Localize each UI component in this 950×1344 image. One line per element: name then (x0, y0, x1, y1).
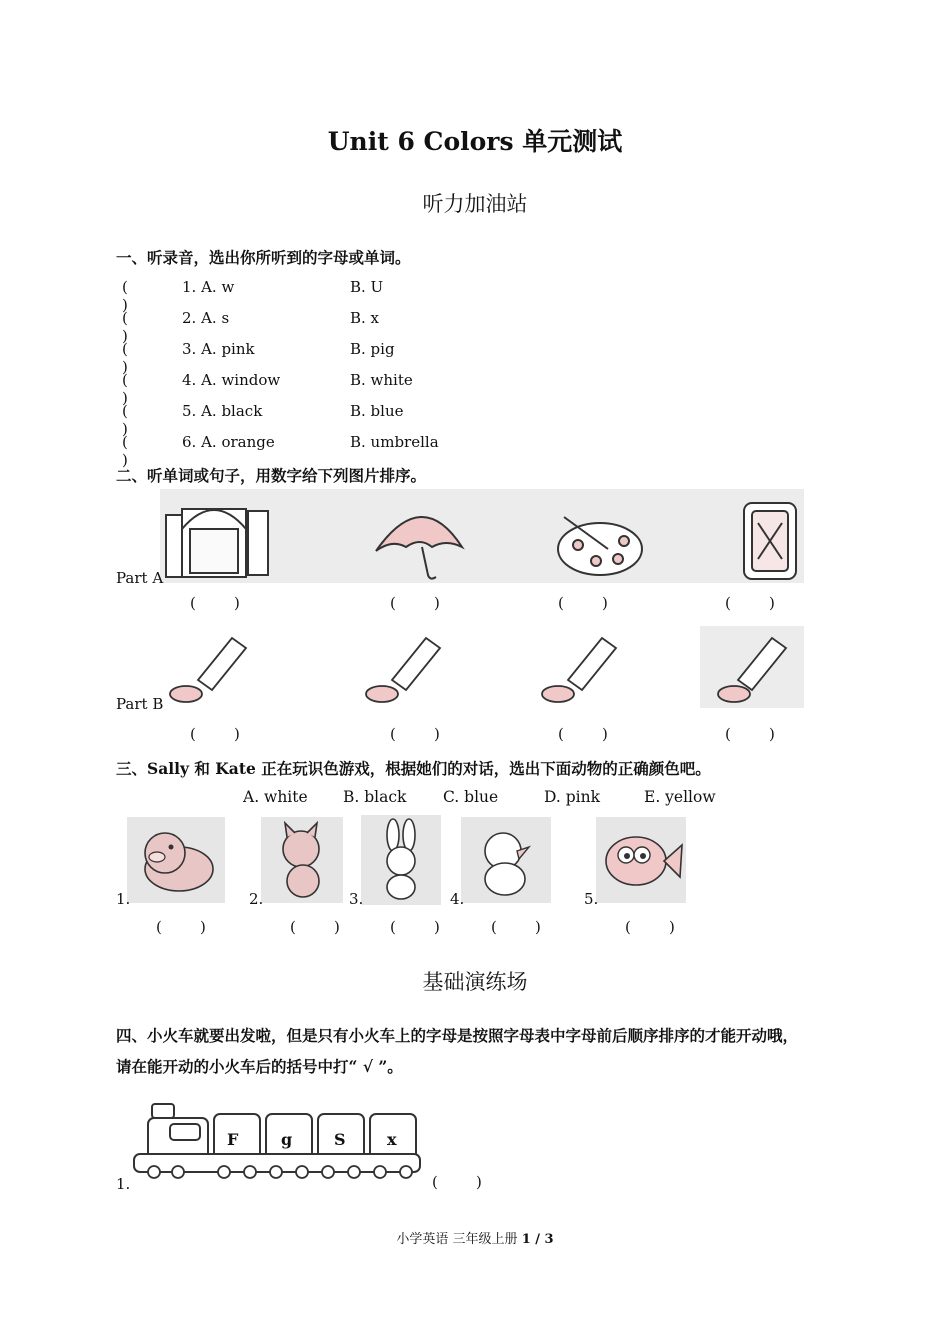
section-title-basics: 基础演练场 (422, 970, 528, 994)
choice-d: D. pink (544, 788, 600, 806)
answer-blank[interactable]: ( ) (122, 340, 128, 376)
answer-blank[interactable]: ( ) (390, 594, 440, 612)
option-a: 2. A. s (182, 309, 230, 327)
option-b: B. white (350, 371, 413, 389)
answer-blank[interactable]: ( ) (390, 918, 440, 936)
option-b: B. blue (350, 402, 404, 420)
train-letter: g (281, 1130, 293, 1149)
door-icon (744, 503, 796, 579)
part-a-label: Part A (116, 569, 164, 587)
paint-tube-icon (170, 638, 246, 702)
chick-picture (461, 817, 551, 903)
page-number: 1 / 3 (521, 1232, 554, 1247)
answer-blank[interactable]: ( ) (725, 725, 775, 743)
option-a: 5. A. black (182, 402, 263, 420)
fish-picture (596, 817, 686, 903)
page-title: Unit 6 Colors 单元测试 (327, 127, 623, 156)
option-a: 6. A. orange (182, 433, 275, 451)
pig-icon (127, 817, 225, 903)
option-b: B. umbrella (350, 433, 439, 451)
animal-number: 1. (116, 890, 131, 908)
choice-b: B. black (343, 788, 407, 806)
part-a-picture-strip (160, 489, 804, 583)
rabbit-icon (361, 815, 441, 905)
choice-a: A. white (243, 788, 308, 806)
answer-blank[interactable]: ( ) (290, 918, 340, 936)
rabbit-picture (361, 815, 441, 905)
train-letter: S (334, 1130, 346, 1149)
question-2-prompt: 二、听单词或句子，用数字给下列图片排序。 (116, 466, 427, 485)
answer-blank[interactable]: ( ) (122, 278, 128, 314)
train-number: 1. (116, 1175, 131, 1193)
animal-number: 3. (349, 890, 364, 908)
answer-blank[interactable]: ( ) (122, 402, 128, 438)
answer-blank[interactable]: ( ) (156, 918, 206, 936)
animal-number: 5. (584, 890, 599, 908)
answer-blank[interactable]: ( ) (725, 594, 775, 612)
answer-blank[interactable]: ( ) (491, 918, 541, 936)
option-b: B. x (350, 309, 380, 327)
section-title-listening: 听力加油站 (422, 192, 528, 216)
question-4-prompt-line1: 四、小火车就要出发啦，但是只有小火车上的字母是按照字母表中字母前后顺序排序的才能开动哦， (116, 1026, 799, 1045)
part-b-label: Part B (116, 695, 164, 713)
choice-c: C. blue (443, 788, 499, 806)
footer-subject: 小学英语 三年级上册 (396, 1232, 518, 1247)
question-3-prompt: 三、Sally 和 Kate 正在玩识色游戏，根据她们的对话，选出下面动物的正确颜色吧。 (116, 759, 711, 778)
answer-blank[interactable]: ( ) (558, 725, 608, 743)
answer-blank[interactable]: ( ) (625, 918, 675, 936)
animal-number: 4. (450, 890, 465, 908)
answer-blank[interactable]: ( ) (190, 725, 240, 743)
part-b-picture-strip (160, 624, 804, 710)
train-letter: x (387, 1130, 397, 1149)
option-a: 3. A. pink (182, 340, 255, 358)
answer-blank[interactable]: ( ) (390, 725, 440, 743)
chick-icon (461, 817, 551, 903)
question-1-prompt: 一、听录音，选出你所听到的字母或单词。 (116, 248, 411, 267)
choice-e: E. yellow (644, 788, 716, 806)
option-a: 1. A. w (182, 278, 235, 296)
window-icon (166, 509, 268, 577)
question-4-prompt-line2: 请在能开动的小火车后的括号中打“ √ ”。 (116, 1057, 403, 1076)
option-b: B. U (350, 278, 384, 296)
answer-blank[interactable]: ( ) (122, 371, 128, 407)
train-icon (130, 1098, 426, 1188)
fish-icon (596, 817, 686, 903)
cat-picture (261, 817, 343, 903)
paint-tube-icon (542, 638, 616, 702)
color-choices (0, 788, 950, 808)
answer-blank[interactable]: ( ) (432, 1173, 482, 1191)
answer-blank[interactable]: ( ) (122, 309, 128, 345)
train-letter: F (227, 1130, 239, 1149)
page-footer (0, 1228, 950, 1247)
animal-number: 2. (249, 890, 264, 908)
palette-icon (558, 517, 642, 575)
answer-blank[interactable]: ( ) (558, 594, 608, 612)
train-picture (130, 1098, 426, 1188)
paint-tube-icon (366, 638, 440, 702)
cat-icon (261, 817, 343, 903)
option-b: B. pig (350, 340, 395, 358)
answer-blank[interactable]: ( ) (122, 433, 128, 469)
answer-blank[interactable]: ( ) (190, 594, 240, 612)
pig-picture (127, 817, 225, 903)
option-a: 4. A. window (182, 371, 281, 389)
umbrella-icon (376, 517, 462, 579)
